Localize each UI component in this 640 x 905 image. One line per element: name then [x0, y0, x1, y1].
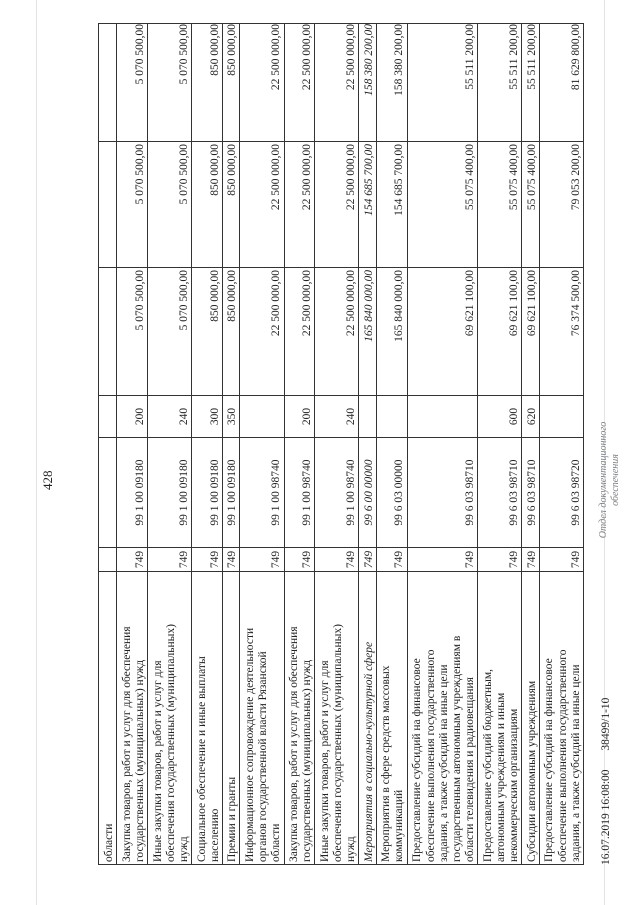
amount-2022-cell [359, 22, 375, 142]
row-name-line: Предоставление субсидий на финансовое [543, 658, 556, 862]
row-name-cell [478, 572, 521, 864]
amount-2021-cell [148, 142, 191, 268]
classification-cell [478, 438, 521, 548]
amount-2021-cell [522, 142, 538, 268]
row-name-line: нужд [345, 836, 358, 862]
expense-type-cell [240, 396, 283, 438]
row-name-cell [359, 572, 375, 864]
amount-2020-cell [359, 268, 375, 396]
expense-type-cell-text: 200 [301, 407, 314, 426]
row-name-line: задания, а также субсидий на иные цели [437, 664, 450, 862]
amount-2020-cell-text: 5 070 500,00 [133, 270, 146, 331]
row-name-cell [117, 572, 147, 864]
classification-cell [240, 438, 283, 548]
row-name-line: государственным автономным учреждениям в [450, 635, 463, 862]
code-cell [148, 548, 191, 572]
amount-2021-cell-text: 850 000,00 [226, 144, 239, 196]
classification-cell [359, 438, 375, 548]
amount-2021-cell [223, 142, 239, 268]
amount-2022-cell-text: 55 511 200,00 [464, 24, 477, 90]
classification-cell [285, 438, 315, 548]
row-name-line: обеспечения государственных (муниципальных) [331, 624, 344, 862]
table-row [147, 24, 191, 864]
code-cell-text: 749 [362, 550, 375, 569]
row-name-line: Информационное сопровождение деятельности [243, 627, 256, 862]
classification-cell [192, 438, 222, 548]
table-row [191, 24, 222, 864]
row-name-cell [192, 572, 222, 864]
classification-cell-text: 99 1 00 98740 [270, 459, 283, 526]
table-row [477, 24, 521, 864]
amount-2021-cell-text: 5 070 500,00 [133, 144, 146, 205]
amount-2020-cell-text: 22 500 000,00 [270, 270, 283, 337]
row-name-line: нужд [178, 836, 191, 862]
row-name-cell [240, 572, 283, 864]
department-stamp [598, 415, 622, 545]
amount-2020-cell-text: 165 840 000,00 [362, 270, 375, 342]
expense-type-cell-text: 350 [226, 407, 239, 426]
amount-2021-cell-text: 5 070 500,00 [178, 144, 191, 205]
amount-2021-cell [377, 142, 407, 268]
amount-2021-cell-text: 55 075 400,00 [525, 144, 538, 211]
amount-2020-cell-text: 69 621 100,00 [525, 270, 538, 337]
footer-doc-number: 38499/1-10 [600, 697, 612, 751]
code-cell-text: 749 [464, 550, 477, 569]
amount-2021-cell [192, 142, 222, 268]
expense-type-cell-text: 600 [508, 407, 521, 426]
amount-2020-cell [117, 268, 147, 396]
row-name-cell [408, 572, 478, 864]
amount-2020-cell [223, 268, 239, 396]
amount-2022-cell-text: 5 070 500,00 [178, 24, 191, 85]
table-row [539, 24, 583, 864]
row-name-line: Премии и гранты [226, 776, 239, 862]
amount-2020-cell [240, 268, 283, 396]
amount-2022-cell [408, 22, 478, 142]
code-cell [478, 548, 521, 572]
code-cell-text: 749 [525, 550, 538, 569]
table-row [284, 24, 315, 864]
code-cell-text: 749 [226, 550, 239, 569]
code-cell-text: 749 [345, 550, 358, 569]
code-cell [315, 548, 358, 572]
row-name-line: государственных (муниципальных) нужд [301, 659, 314, 862]
page-number: 428 [40, 470, 55, 490]
amount-2021-cell-text: 154 685 700,00 [362, 144, 375, 216]
row-name-line: области [270, 823, 283, 862]
expense-type-cell-text: 240 [345, 407, 358, 426]
code-cell-text: 749 [208, 550, 221, 569]
expense-type-cell-text: 200 [133, 407, 146, 426]
table-row [521, 24, 538, 864]
classification-cell-text: 99 6 03 98720 [569, 459, 582, 526]
classification-cell [408, 438, 478, 548]
amount-2021-cell-text: 154 685 700,00 [393, 144, 406, 216]
table-row [116, 24, 147, 864]
amount-2022-cell-text: 158 380 200,00 [362, 24, 375, 96]
amount-2021-cell-text: 850 000,00 [208, 144, 221, 196]
row-name-cell [99, 572, 116, 864]
stamp-line-2: обеспечения [610, 454, 621, 506]
row-name-cell [540, 572, 583, 864]
amount-2020-cell [315, 268, 358, 396]
expense-type-cell [522, 396, 538, 438]
amount-2022-cell-text: 158 380 200,00 [393, 24, 406, 96]
expense-type-cell [315, 396, 358, 438]
amount-2021-cell-text: 22 500 000,00 [270, 144, 283, 211]
code-cell [99, 548, 116, 572]
row-name-line: Предоставление субсидий на финансовое [411, 658, 424, 862]
row-name-line: обеспечения государственных (муниципальных) [164, 624, 177, 862]
code-cell [408, 548, 478, 572]
row-name-line: области телевидения и радиовещания [464, 677, 477, 862]
amount-2021-cell [478, 142, 521, 268]
classification-cell [540, 438, 583, 548]
code-cell [377, 548, 407, 572]
amount-2020-cell-text: 69 621 100,00 [508, 270, 521, 337]
code-cell-text: 749 [178, 550, 191, 569]
row-name-cell [377, 572, 407, 864]
code-cell-text: 749 [301, 550, 314, 569]
amount-2020-cell [192, 268, 222, 396]
row-name-cell [315, 572, 358, 864]
amount-2020-cell-text: 76 374 500,00 [569, 270, 582, 337]
footer [600, 682, 612, 865]
expense-type-cell [117, 396, 147, 438]
row-name-line: Закупка товаров, работ и услуг для обеспечения [120, 626, 133, 862]
code-cell [240, 548, 283, 572]
amount-2022-cell-text: 81 629 800,00 [569, 24, 582, 91]
amount-2021-cell [315, 142, 358, 268]
amount-2022-cell [240, 22, 283, 142]
amount-2022-cell-text: 5 070 500,00 [133, 24, 146, 85]
table-row [358, 24, 375, 864]
row-name-line: Социальное обеспечение и иные выплаты [195, 656, 208, 862]
amount-2020-cell [540, 268, 583, 396]
classification-cell-text: 99 1 00 09180 [208, 459, 221, 526]
amount-2021-cell-text: 55 075 400,00 [464, 144, 477, 211]
row-name-line: Мероприятия в социально-культурной сфере [362, 641, 375, 862]
amount-2022-cell [99, 22, 116, 142]
amount-2022-cell [478, 22, 521, 142]
code-cell [522, 548, 538, 572]
amount-2021-cell [540, 142, 583, 268]
expense-type-cell [192, 396, 222, 438]
row-name-cell [285, 572, 315, 864]
amount-2020-cell-text: 165 840 000,00 [393, 270, 406, 342]
row-name-line: задания, а также субсидий на иные цели [569, 664, 582, 862]
amount-2021-cell [99, 142, 116, 268]
amount-2020-cell [285, 268, 315, 396]
classification-cell [117, 438, 147, 548]
amount-2020-cell-text: 22 500 000,00 [301, 270, 314, 337]
amount-2022-cell-text: 850 000,00 [226, 24, 239, 76]
amount-2022-cell [377, 22, 407, 142]
row-name-line: обеспечение выполнения государственного [424, 649, 437, 862]
amount-2022-cell-text: 22 500 000,00 [345, 24, 358, 91]
classification-cell [148, 438, 191, 548]
expense-type-cell [377, 396, 407, 438]
amount-2021-cell-text: 79 053 200,00 [569, 144, 582, 211]
amount-2022-cell-text: 22 500 000,00 [270, 24, 283, 91]
code-cell-text: 749 [508, 550, 521, 569]
code-cell [540, 548, 583, 572]
row-name-line: коммуникаций [393, 789, 406, 862]
row-name-line: обеспечение выполнения государственного [556, 649, 569, 862]
row-name-cell [223, 572, 239, 864]
expense-type-cell [223, 396, 239, 438]
expense-type-cell [99, 396, 116, 438]
classification-cell-text: 99 1 00 09180 [178, 459, 191, 526]
amount-2021-cell [240, 142, 283, 268]
row-name-line: некоммерческим организациям [508, 708, 521, 862]
amount-2021-cell [117, 142, 147, 268]
row-name-line: Мероприятия в сфере средств массовых [380, 665, 393, 862]
expense-type-cell [408, 396, 478, 438]
row-name-line: Иные закупки товаров, работ и услуг для [318, 660, 331, 862]
amount-2020-cell [377, 268, 407, 396]
expense-type-cell-text: 240 [178, 407, 191, 426]
code-cell-text: 749 [393, 550, 406, 569]
code-cell [359, 548, 375, 572]
code-cell [117, 548, 147, 572]
expense-type-cell [285, 396, 315, 438]
row-name-line: населению [208, 808, 221, 862]
amount-2022-cell-text: 55 511 200,00 [525, 24, 538, 90]
amount-2020-cell-text: 5 070 500,00 [178, 270, 191, 331]
amount-2022-cell [522, 22, 538, 142]
classification-cell-text: 99 6 00 00000 [362, 459, 375, 526]
classification-cell [377, 438, 407, 548]
amount-2021-cell [408, 142, 478, 268]
row-name-line: Иные закупки товаров, работ и услуг для [151, 660, 164, 862]
amount-2022-cell [315, 22, 358, 142]
amount-2022-cell [117, 22, 147, 142]
code-cell [285, 548, 315, 572]
amount-2020-cell-text: 22 500 000,00 [345, 270, 358, 337]
classification-cell-text: 99 1 00 98740 [301, 459, 314, 526]
code-cell-text: 749 [569, 550, 582, 569]
expense-type-cell [478, 396, 521, 438]
classification-cell [522, 438, 538, 548]
table-row [407, 24, 478, 864]
amount-2022-cell-text: 55 511 200,00 [508, 24, 521, 90]
amount-2022-cell-text: 850 000,00 [208, 24, 221, 76]
expense-type-cell-text: 620 [525, 407, 538, 426]
classification-cell-text: 99 6 03 98710 [508, 459, 521, 526]
amount-2022-cell [192, 22, 222, 142]
code-cell-text: 749 [270, 550, 283, 569]
amount-2022-cell [223, 22, 239, 142]
expense-type-cell [359, 396, 375, 438]
classification-cell-text: 99 1 00 09180 [133, 459, 146, 526]
amount-2021-cell-text: 22 500 000,00 [301, 144, 314, 211]
classification-cell [223, 438, 239, 548]
classification-cell-text: 99 6 03 98710 [464, 459, 477, 526]
classification-cell-text: 99 6 03 00000 [393, 459, 406, 526]
amount-2020-cell [99, 268, 116, 396]
amount-2022-cell-text: 22 500 000,00 [301, 24, 314, 91]
classification-cell-text: 99 1 00 09180 [226, 459, 239, 526]
row-name-line: органов государственной власти Рязанской [257, 651, 270, 862]
classification-cell [315, 438, 358, 548]
amount-2020-cell-text: 69 621 100,00 [464, 270, 477, 337]
amount-2020-cell [148, 268, 191, 396]
code-cell [223, 548, 239, 572]
row-name-line: государственных (муниципальных) нужд [133, 659, 146, 862]
expense-type-cell [540, 396, 583, 438]
budget-table [98, 23, 584, 865]
classification-cell-text: 99 1 00 98740 [345, 459, 358, 526]
classification-cell-text: 99 6 03 98710 [525, 459, 538, 526]
amount-2020-cell-text: 850 000,00 [208, 270, 221, 322]
amount-2021-cell [359, 142, 375, 268]
amount-2020-cell [478, 268, 521, 396]
code-cell [192, 548, 222, 572]
table-row [239, 24, 283, 864]
row-name-line: Субсидии автономным учреждениям [525, 680, 538, 862]
row-name-line: Предоставление субсидий бюджетным, [481, 668, 494, 862]
table-row [222, 24, 239, 864]
amount-2022-cell [285, 22, 315, 142]
table-row [314, 24, 358, 864]
table-row [99, 24, 116, 864]
amount-2021-cell [285, 142, 315, 268]
row-name-cell [522, 572, 538, 864]
code-cell-text: 749 [133, 550, 146, 569]
table-row [376, 24, 407, 864]
amount-2022-cell [540, 22, 583, 142]
stamp-line-1: Отдел документационного [598, 421, 609, 539]
row-name-line: Закупка товаров, работ и услуг для обеспечения [287, 626, 300, 862]
footer-date: 16.07.2019 16:08:00 [600, 769, 612, 865]
row-name-cell [148, 572, 191, 864]
amount-2020-cell [408, 268, 478, 396]
amount-2022-cell [148, 22, 191, 142]
amount-2021-cell-text: 22 500 000,00 [345, 144, 358, 211]
row-name-line: автономным учреждениям и иным [495, 692, 508, 862]
amount-2020-cell [522, 268, 538, 396]
classification-cell [99, 438, 116, 548]
expense-type-cell-text: 300 [208, 407, 221, 426]
amount-2020-cell-text: 850 000,00 [226, 270, 239, 322]
expense-type-cell [148, 396, 191, 438]
amount-2021-cell-text: 55 075 400,00 [508, 144, 521, 211]
row-name-line: области [103, 823, 116, 862]
